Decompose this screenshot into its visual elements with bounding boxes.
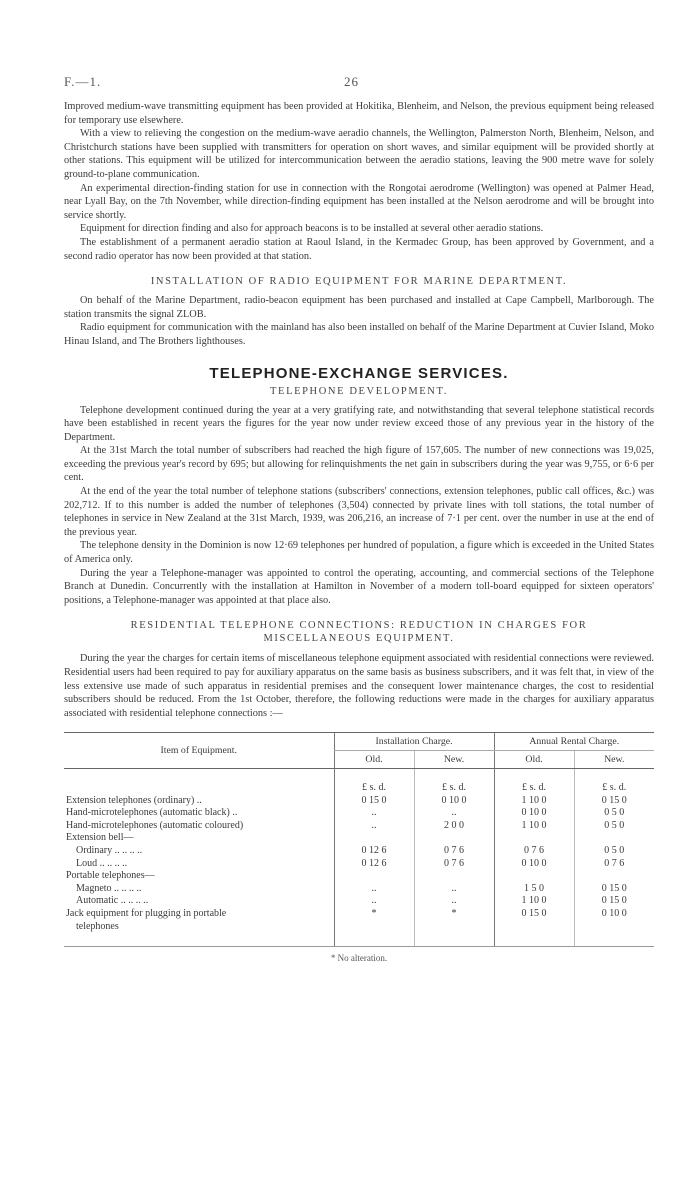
table-row — [64, 895, 654, 908]
table-row — [64, 858, 654, 871]
telephone-subheading: TELEPHONE DEVELOPMENT. — [270, 385, 448, 397]
installation-old-value: .. — [334, 895, 414, 908]
installation-new-value: 0 10 0 — [414, 795, 494, 808]
annual-new-value — [574, 832, 654, 845]
annual-new-value: 0 15 0 — [574, 883, 654, 896]
telephone-paragraph-4: The telephone density in the Dominion is now 12·69 telephones per hundred of population, a figure which is exceeded in the United States of America only. — [64, 540, 654, 566]
installation-old-value: 0 12 6 — [334, 858, 414, 871]
annual-new-value: 0 15 0 — [574, 795, 654, 808]
column-header-installation-old: Old. — [334, 751, 414, 769]
radio-paragraph-2: With a view to relieving the congestion on the medium-wave aeradio channels, the Wellington, Palmerston North, Blenheim, Nelson, and Christchurch stations have been supplied with transmitters for operation on short waves, and similar equipment will be provided shortly at other stations. This equipment will be utilized for intercommunication between the aeradio stations, leaving the 900 metre wave for solely ground-to-plane communication. — [64, 128, 654, 180]
installation-new-value: .. — [414, 895, 494, 908]
annual-old-value — [494, 921, 574, 934]
installation-old-value: 0 15 0 — [334, 795, 414, 808]
lsd-units: £ s. d. — [494, 782, 574, 795]
installation-new-value: .. — [414, 883, 494, 896]
installation-old-value: * — [334, 908, 414, 921]
column-header-item: Item of Equipment. — [64, 733, 334, 769]
annual-new-value — [574, 921, 654, 934]
table-row — [64, 870, 654, 883]
table-row — [64, 820, 654, 833]
installation-old-value — [334, 870, 414, 883]
annual-new-value: 0 15 0 — [574, 895, 654, 908]
installation-new-value — [414, 921, 494, 934]
residential-heading — [64, 619, 654, 645]
telephone-main-heading: TELEPHONE-EXCHANGE SERVICES. — [209, 364, 509, 382]
radio-paragraph-4: Equipment for direction finding and also for approach beacons is to be installed at several other aeradio stations. — [80, 223, 544, 235]
radio-paragraph-1: Improved medium-wave transmitting equipment has been provided at Hokitika, Blenheim, and Nelson, the previous equipment being released for temporary use elsewhere. — [64, 101, 654, 126]
installation-old-value — [334, 832, 414, 845]
installation-new-value: * — [414, 908, 494, 921]
annual-new-value — [574, 870, 654, 883]
equipment-item-label: Extension telephones (ordinary) .. — [66, 794, 202, 806]
residential-section — [64, 619, 654, 720]
residential-heading-line-2: MISCELLANEOUS EQUIPMENT. — [263, 633, 455, 645]
annual-old-value: 1 10 0 — [494, 820, 574, 833]
column-header-annual-old: Old. — [494, 751, 574, 769]
table-footnote: * No alteration. — [330, 952, 388, 963]
marine-section — [64, 275, 654, 348]
annual-old-value — [494, 870, 574, 883]
annual-old-value: 1 5 0 — [494, 883, 574, 896]
marine-paragraph-2: Radio equipment for communication with the mainland has also been installed on behalf of the Marine Department at Cuvier Island, Moko Hinau Island, and The Brothers lighthouses. — [64, 322, 654, 347]
installation-new-value: 2 0 0 — [414, 820, 494, 833]
installation-new-value — [414, 870, 494, 883]
equipment-item-label: Extension bell— — [66, 832, 134, 844]
table-row — [64, 921, 654, 934]
annual-new-value: 0 5 0 — [574, 807, 654, 820]
annual-old-value: 1 10 0 — [494, 795, 574, 808]
annual-old-value — [494, 832, 574, 845]
marine-paragraph-1: On behalf of the Marine Department, radio-beacon equipment has been purchased and installed at Cape Campbell, Marlborough. The station transmits the signal ZLOB. — [64, 295, 654, 320]
equipment-item-label: Magneto .. .. .. .. — [76, 882, 142, 894]
equipment-item-label: Loud .. .. .. .. — [76, 857, 128, 869]
annual-new-value: 0 5 0 — [574, 845, 654, 858]
telephone-paragraph-3: At the end of the year the total number of telephone stations (subscribers' connections, extension telephones, public call offices, &c.) was 202,712. If to this number is added the number of telephones (3,504) connected by private lines with toll stations, the total number of telephones in service in New Zealand at the 31st March, 1939, was 206,216, an increase of 7·1 per cent. over the number in use at the end of the previous year. — [64, 486, 654, 538]
equipment-item-label: Hand-microtelephones (automatic black) .. — [66, 807, 238, 819]
column-header-annual-new: New. — [574, 751, 654, 769]
table-row — [64, 908, 654, 921]
telephone-paragraph-2: At the 31st March the total number of subscribers had reached the high figure of 157,605. The number of new connections was 19,025, exceeding the previous year's record by 695; but allowing for relinquishments the net gain in subscribers during the year was 9,755, or 6·6 per cent. — [64, 445, 654, 484]
annual-old-value: 0 10 0 — [494, 807, 574, 820]
installation-old-value: .. — [334, 883, 414, 896]
radio-section — [64, 100, 654, 263]
telephone-section — [64, 365, 654, 608]
equipment-item-label: Portable telephones— — [66, 870, 155, 882]
document-page — [64, 100, 654, 963]
installation-old-value: .. — [334, 807, 414, 820]
installation-old-value: .. — [334, 820, 414, 833]
installation-new-value: 0 7 6 — [414, 858, 494, 871]
table-row — [64, 883, 654, 896]
installation-new-value: .. — [414, 807, 494, 820]
page-number: 26 — [344, 74, 359, 89]
annual-old-value: 0 15 0 — [494, 908, 574, 921]
lsd-units: £ s. d. — [334, 782, 414, 795]
annual-new-value: 0 5 0 — [574, 820, 654, 833]
equipment-item-label: Jack equipment for plugging in portable — [66, 907, 227, 919]
equipment-item-label: Automatic .. .. .. .. — [76, 895, 149, 907]
radio-paragraph-3: An experimental direction-finding station for use in connection with the Rongotai aerodrome (Wellington) was opened at Palmer Head, near Lyall Bay, on the 7th November, while direction-finding equipment has been installed at the Nelson aerodrome and will be brought into service shortly. — [64, 182, 654, 221]
annual-old-value: 1 10 0 — [494, 895, 574, 908]
telephone-paragraph-1: Telephone development continued during the year at a very gratifying rate, and notwithstanding that several telephone statistical records have been established in recent years the figures for the year now under review exceed those of any previous year in the history of the Department. — [64, 404, 654, 443]
table-row — [64, 832, 654, 845]
column-header-annual: Annual Rental Charge. — [494, 733, 654, 751]
annual-new-value: 0 7 6 — [574, 858, 654, 871]
annual-old-value: 0 10 0 — [494, 858, 574, 871]
equipment-item-label: Hand-microtelephones (automatic coloured) — [66, 819, 244, 831]
annual-new-value: 0 10 0 — [574, 908, 654, 921]
installation-old-value — [334, 921, 414, 934]
table-row — [64, 807, 654, 820]
residential-paragraph: During the year the charges for certain items of miscellaneous telephone equipment associated with residential connections were reviewed. Residential users had been required to pay for auxiliary apparatus on the same basis as business subscribers, and it was felt that, in view of the less extensive use made of such apparatus in residential premises and the consequent lower maintenance charges, the cost to residential subscribers should be reduced. From the 1st October, therefore, the following reductions were made in the charges for auxiliary apparatus associated with residential telephone connections :— — [64, 653, 654, 719]
equipment-charges-table — [64, 732, 654, 946]
lsd-units: £ s. d. — [414, 782, 494, 795]
installation-new-value: 0 7 6 — [414, 845, 494, 858]
marine-heading: INSTALLATION OF RADIO EQUIPMENT FOR MARINE DEPARTMENT. — [150, 276, 568, 288]
residential-heading-line-1: RESIDENTIAL TELEPHONE CONNECTIONS: REDUCTION IN CHARGES FOR — [130, 620, 588, 632]
column-header-installation: Installation Charge. — [334, 733, 494, 751]
installation-old-value: 0 12 6 — [334, 845, 414, 858]
installation-new-value — [414, 832, 494, 845]
currency-units-row — [64, 782, 654, 795]
table-row — [64, 845, 654, 858]
radio-paragraph-5: The establishment of a permanent aeradio station at Raoul Island, in the Kermadec Group, has been approved by Government, and a second radio operator has now been provided at that station. — [64, 236, 654, 262]
annual-old-value: 0 7 6 — [494, 845, 574, 858]
telephone-paragraph-5: During the year a Telephone-manager was appointed to control the operating, accounting, and commercial sections of the Telephone Branch at Dunedin. Concurrently with the installation at Hamilton in November of a modern toll-board equipped for sixteen operators' positions, a Telephone-manager was appointed at that place also. — [64, 567, 654, 606]
page-reference: F.—1. — [64, 74, 102, 89]
table-row — [64, 795, 654, 808]
column-header-installation-new: New. — [414, 751, 494, 769]
equipment-item-label: Ordinary .. .. .. .. — [76, 844, 143, 856]
equipment-item-label: telephones — [76, 920, 119, 932]
lsd-units: £ s. d. — [574, 782, 654, 795]
